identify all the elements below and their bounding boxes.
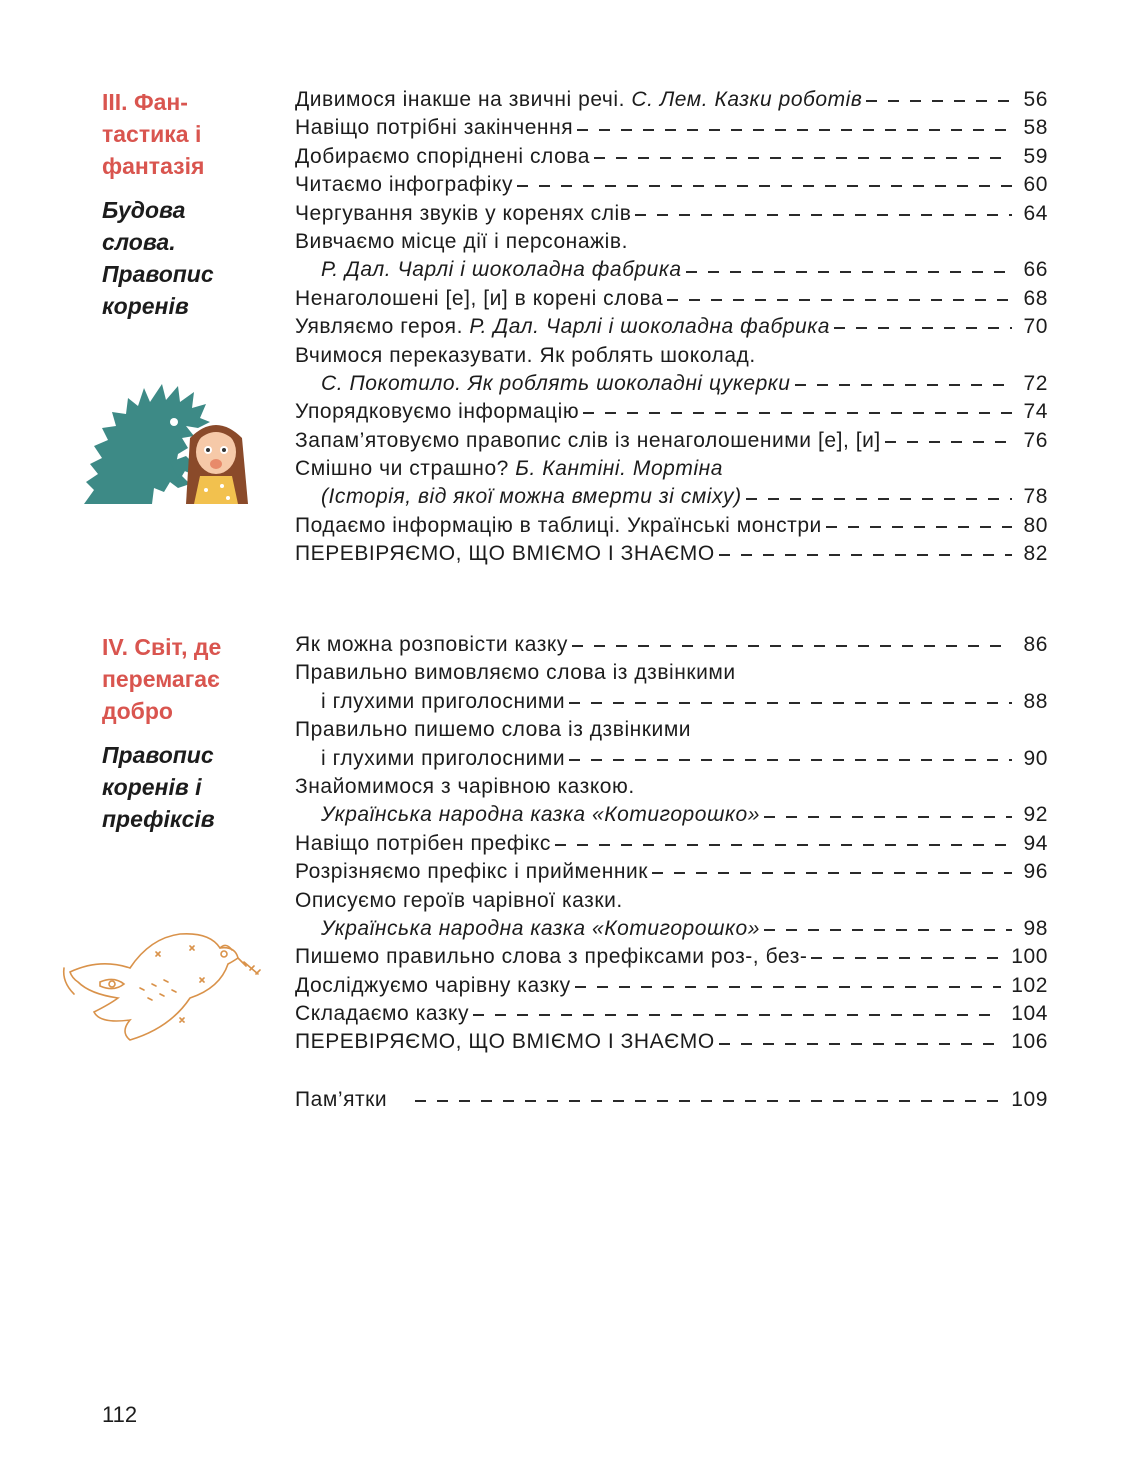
entry-text: Добираємо споріднені слова (295, 144, 591, 168)
dot-leader (569, 759, 1012, 761)
entry-title (295, 943, 807, 971)
dot-leader (834, 327, 1012, 329)
entry-title (295, 171, 513, 199)
dot-leader (594, 157, 1012, 159)
entry-text: Подаємо інформацію в таблиці. Українські монстри (295, 513, 822, 537)
toc-entry[interactable] (295, 512, 1048, 540)
entry-title (295, 398, 579, 426)
entry-text: Навіщо потрібні закінчення (295, 116, 574, 140)
entry-title (321, 745, 565, 773)
toc-entry[interactable] (295, 228, 1048, 256)
dot-leader (719, 554, 1012, 556)
entry-page: 68 (1023, 286, 1048, 310)
entry-text: Правильно вимовляємо слова із дзвінкими (295, 661, 736, 685)
toc-entry[interactable] (295, 972, 1048, 1000)
entry-italic: Українська народна казка «Котигорошко» (321, 803, 760, 827)
toc-entry[interactable] (295, 1028, 1048, 1056)
entry-title (295, 114, 573, 142)
dot-leader (686, 271, 1012, 273)
entry-text: Упорядковуємо інформацію (295, 400, 580, 424)
toc-entry[interactable] (295, 943, 1048, 971)
entry-page: 56 (1023, 88, 1048, 111)
toc-entry[interactable] (295, 313, 1048, 341)
entry-title (295, 200, 631, 228)
entry-title (295, 455, 723, 483)
dot-leader (415, 1100, 1001, 1102)
entry-page: 82 (1023, 542, 1048, 566)
entry-title (295, 285, 663, 313)
toc-entry[interactable] (295, 716, 1048, 744)
toc-entry[interactable] (295, 659, 1048, 687)
dot-leader (885, 441, 1012, 443)
toc-entry[interactable] (295, 171, 1048, 199)
toc-entry[interactable] (295, 540, 1048, 568)
entry-text: Уявляємо героя. (295, 315, 470, 339)
toc-entry[interactable] (295, 830, 1048, 858)
entry-title (295, 773, 635, 801)
toc-entry[interactable] (295, 427, 1048, 455)
entry-italic: Р. Дал. Чарлі і шоколадна фабрика (321, 258, 682, 282)
entry-title (295, 342, 756, 370)
entry-page: 76 (1023, 428, 1048, 452)
toc-entry[interactable] (295, 285, 1048, 313)
entry-text: Правильно пишемо слова із дзвінкими (295, 718, 692, 742)
entry-title (321, 483, 742, 511)
toc-list (295, 86, 1048, 569)
entry-page: 78 (1023, 485, 1048, 509)
entry-italic: Українська народна казка «Котигорошко» (321, 916, 760, 940)
entry-page: 96 (1023, 860, 1048, 884)
entry-text: Досліджуємо чарівну казку (295, 973, 571, 997)
dot-leader (569, 702, 1012, 704)
entry-text: Знайомимося з чарівною казкою. (295, 774, 635, 798)
entry-page: 98 (1023, 916, 1048, 940)
girl-icon (186, 425, 248, 504)
dot-leader (473, 1014, 1001, 1016)
dot-leader (764, 929, 1012, 931)
dot-leader (652, 872, 1012, 874)
dot-leader (795, 384, 1013, 386)
entry-title (295, 143, 590, 171)
dot-leader (555, 844, 1012, 846)
entry-page: 92 (1023, 803, 1048, 827)
entry-title (295, 631, 568, 659)
toc-entry[interactable] (295, 1000, 1048, 1028)
section-title: IV. Світ, де перемагає добро (102, 634, 222, 724)
toc-entry[interactable] (295, 773, 1048, 801)
entry-text: Розрізняємо префікс і прийменник (295, 860, 649, 884)
entry-text: Як можна розповісти казку (295, 633, 568, 656)
entry-page: 58 (1023, 116, 1048, 140)
entry-title (295, 858, 648, 886)
entry-title (321, 256, 682, 284)
entry-page: 104 (1011, 1002, 1048, 1026)
entry-title (295, 86, 862, 114)
entry-text: і глухими приголосними (321, 689, 566, 713)
entry-title (321, 688, 565, 716)
entry-text: Описуємо героїв чарівної казки. (295, 888, 623, 912)
entry-page: 72 (1023, 371, 1048, 395)
section-subtitle: Правопис коренів і префіксів (102, 742, 215, 832)
entry-text: ПЕРЕВІРЯЄМО, ЩО ВМІЄМО І ЗНАЄМО (295, 1030, 715, 1054)
entry-title (295, 1028, 715, 1056)
entry-italic: С. Покотило. Як роблять шоколадні цукерки (321, 371, 791, 395)
dot-leader (866, 100, 1012, 102)
entry-text: ПЕРЕВІРЯЄМО, ЩО ВМІЄМО І ЗНАЄМО (295, 542, 715, 566)
entry-title (295, 972, 571, 1000)
dot-leader (826, 526, 1012, 528)
bird-icon (64, 934, 260, 1040)
toc-entry[interactable] (295, 455, 1048, 483)
entry-text: Ненаголошені [е], [и] в корені слова (295, 286, 664, 310)
entry-text: Вивчаємо місце дії і персонажів. (295, 229, 628, 253)
entry-title: Пам’ятки (295, 1088, 388, 1111)
entry-text: Смішно чи страшно? (295, 457, 516, 481)
toc-entry[interactable] (295, 887, 1048, 915)
entry-title (295, 716, 691, 744)
dot-leader (764, 816, 1012, 818)
entry-title (295, 887, 623, 915)
entry-page: 60 (1023, 173, 1048, 197)
toc-entry[interactable] (295, 398, 1048, 426)
bird-illustration (60, 928, 265, 1048)
entry-page: 59 (1023, 144, 1048, 168)
entry-title (321, 801, 760, 829)
appendix-row-wrap (295, 1086, 1048, 1114)
dot-leader (635, 214, 1012, 216)
entry-page: 70 (1023, 315, 1048, 339)
entry-title (295, 427, 881, 455)
entry-page: 100 (1011, 945, 1048, 969)
entry-title (295, 1000, 469, 1028)
toc-entry[interactable] (295, 370, 1048, 398)
dot-leader (583, 412, 1012, 414)
toc-entry[interactable] (295, 256, 1048, 284)
dot-leader (811, 957, 1001, 959)
entry-text: Складаємо казку (295, 1002, 470, 1026)
toc-list (295, 631, 1048, 1057)
entry-italic: С. Лем. Казки роботів (631, 88, 863, 111)
entry-text: Вчимося переказувати. Як роблять шоколад. (295, 343, 756, 367)
dot-leader (517, 185, 1012, 187)
toc-entry[interactable] (295, 631, 1048, 659)
entry-title (295, 830, 551, 858)
toc-entry[interactable] (295, 688, 1048, 716)
entry-page: 74 (1023, 400, 1048, 424)
page-number: 112 (102, 1402, 138, 1427)
entry-title (321, 370, 791, 398)
toc-entry[interactable] (295, 114, 1048, 142)
entry-italic: Б. Кантіні. Мортіна (515, 457, 723, 481)
dot-leader (719, 1043, 1002, 1045)
toc-entry[interactable] (295, 915, 1048, 943)
toc-entry-appendix[interactable] (295, 1086, 1048, 1114)
entry-text: Чергування звуків у коренях слів (295, 201, 632, 225)
dot-leader (572, 645, 1012, 647)
dot-leader (667, 299, 1012, 301)
section-subtitle: Будова слова. Правопис коренів (102, 197, 214, 319)
dot-leader (746, 498, 1012, 500)
entry-page: 90 (1023, 746, 1048, 770)
dot-leader (575, 986, 1002, 988)
toc-entry[interactable] (295, 801, 1048, 829)
toc-entry[interactable] (295, 342, 1048, 370)
entry-text: Навіщо потрібен префікс (295, 831, 551, 855)
entry-text: Читаємо інфографіку (295, 173, 514, 197)
toc-entry[interactable] (295, 483, 1048, 511)
section-title: III. Фан-тастика і фантазія (102, 89, 205, 179)
entry-page: 106 (1011, 1030, 1048, 1054)
entry-text: Запам’ятовуємо правопис слів із ненаголошеними [е], [и] (295, 428, 881, 452)
section-side (102, 631, 272, 835)
entry-page: 64 (1023, 201, 1048, 225)
entry-page: 80 (1023, 513, 1048, 537)
section-side (102, 86, 272, 322)
entry-title (295, 659, 736, 687)
entry-text: Пишемо правильно слова з префіксами роз-, без- (295, 945, 808, 969)
dragon-girl-illustration (82, 378, 257, 506)
toc-entry[interactable] (295, 858, 1048, 886)
entry-text: Дивимося інакше на звичні речі. (295, 88, 632, 111)
entry-title (295, 540, 715, 568)
toc-entry[interactable] (295, 745, 1048, 773)
entry-page: 88 (1023, 689, 1048, 713)
entry-title (295, 313, 830, 341)
entry-title (321, 915, 760, 943)
dot-leader (577, 129, 1012, 131)
entry-page: 102 (1011, 973, 1048, 997)
entry-title (295, 512, 822, 540)
entry-italic: Р. Дал. Чарлі і шоколадна фабрика (469, 315, 830, 339)
entry-text: і глухими приголосними (321, 746, 566, 770)
toc-entry[interactable] (295, 86, 1048, 114)
toc-entry[interactable] (295, 143, 1048, 171)
entry-title (295, 228, 628, 256)
entry-page: 109 (1011, 1088, 1048, 1111)
entry-page: 86 (1023, 633, 1048, 656)
entry-page: 66 (1023, 258, 1048, 282)
toc-entry[interactable] (295, 200, 1048, 228)
entry-italic: (Історія, від якої можна вмерти зі сміху) (321, 485, 742, 509)
entry-page: 94 (1023, 831, 1048, 855)
